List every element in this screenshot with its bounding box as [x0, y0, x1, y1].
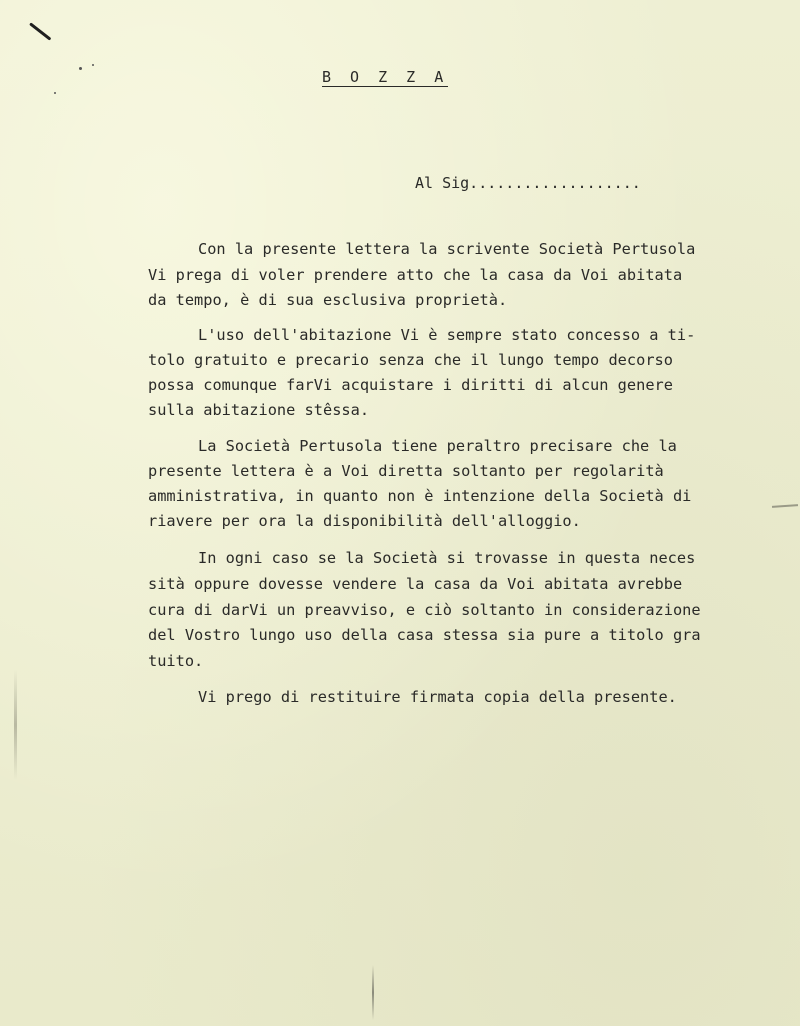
letter-line: L'uso dell'abitazione Vi è sempre stato concesso a ti- — [198, 326, 696, 344]
letter-line: da tempo, è di sua esclusiva proprietà. — [148, 291, 508, 309]
letter-line: del Vostro lungo uso della casa stessa sia pure a titolo gra — [148, 626, 701, 644]
letter-line: sità oppure dovesse vendere la casa da Voi abitata avrebbe — [148, 575, 683, 593]
letter-line: sulla abitazione stêssa. — [148, 401, 370, 419]
document-title: B O Z Z A — [322, 68, 449, 86]
ink-speck — [92, 64, 94, 66]
letter-line: riavere per ora la disponibilità dell'alloggio. — [148, 512, 581, 530]
ink-speck — [54, 92, 56, 94]
letter-line: In ogni caso se la Società si trovasse in questa neces — [198, 549, 696, 567]
paper-fold-mark — [372, 965, 374, 1020]
letter-line: La Società Pertusola tiene peraltro precisare che la — [198, 437, 677, 455]
letter-line: tuito. — [148, 652, 204, 670]
letter-line: possa comunque farVi acquistare i diritti di alcun genere — [148, 376, 673, 394]
ink-speck — [79, 67, 82, 70]
letter-line: Vi prega di voler prendere atto che la casa da Voi abitata — [148, 266, 683, 284]
letter-line: amministrativa, in quanto non è intenzione della Società di — [148, 487, 692, 505]
ink-mark — [29, 22, 51, 40]
paper-edge-shadow — [14, 670, 17, 780]
addressee-line: Al Sig................... — [415, 174, 641, 192]
letter-line: cura di darVi un preavviso, e ciò soltanto in considerazione — [148, 601, 701, 619]
paper-edge-nick — [772, 504, 798, 508]
letter-line: Con la presente lettera la scrivente Società Pertusola — [198, 240, 696, 258]
letter-line: tolo gratuito e precario senza che il lungo tempo decorso — [148, 351, 673, 369]
letter-line: presente lettera è a Voi diretta soltanto per regolarità — [148, 462, 664, 480]
letter-line: Vi prego di restituire firmata copia della presente. — [198, 688, 677, 706]
